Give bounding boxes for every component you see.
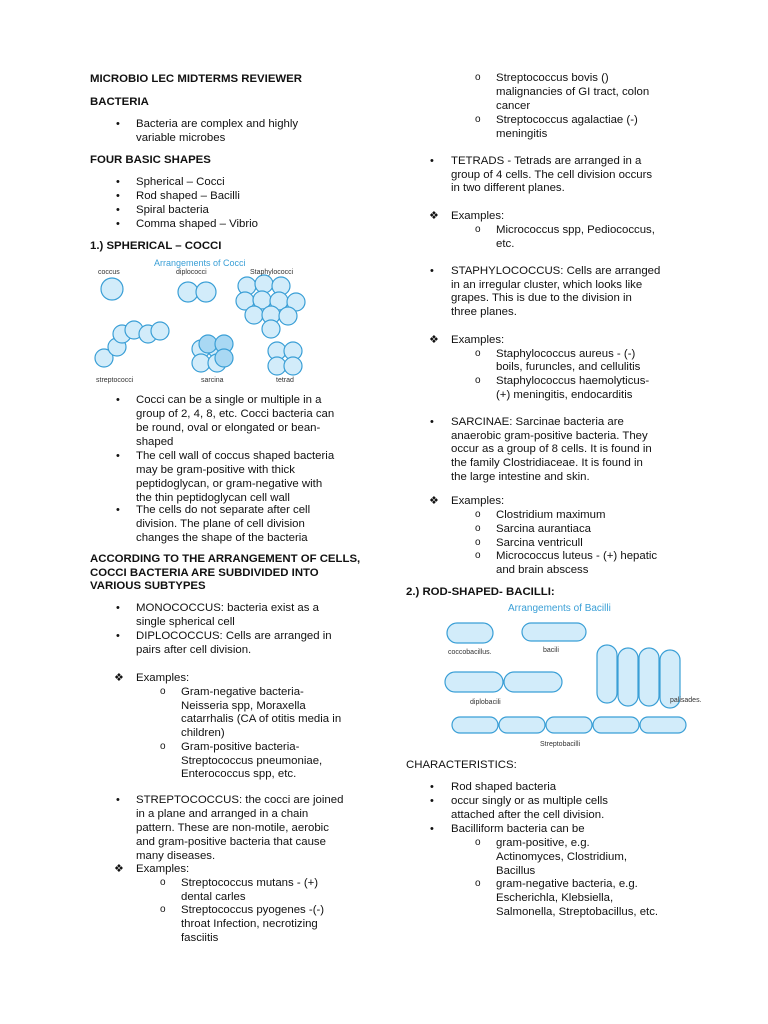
arrangement-heading: COCCI BACTERIA ARE SUBDIVIDED INTO: [90, 567, 319, 579]
bacilli-heading: 2.) ROD-SHAPED- BACILLI:: [406, 586, 555, 598]
example-text: Micrococcus luteus - (+) hepatic: [496, 550, 658, 562]
bacillus-cell: [522, 623, 586, 641]
document-title: MICROBIO LEC MIDTERMS REVIEWER: [90, 73, 302, 85]
diamond-bullet-icon: ❖: [114, 672, 124, 684]
bullet-icon: •: [430, 416, 434, 428]
example-text: Staphylococcus aureus - (-): [496, 348, 636, 360]
cocci-text: group of 2, 4, 8, etc. Cocci bacteria can: [136, 408, 335, 420]
shape-item: Spherical – Cocci: [136, 176, 225, 188]
diplococcus-text: pairs after cell division.: [136, 644, 252, 656]
example-text: Streptococcus bovis (): [496, 72, 609, 84]
arrangement-heading: ACCORDING TO THE ARRANGEMENT OF CELLS,: [90, 553, 361, 565]
example-text: boils, furuncles, and cellulitis: [496, 361, 641, 373]
characteristic-sub-text: Bacillus: [496, 865, 536, 877]
bullet-icon: •: [430, 823, 434, 835]
monococcus-text: single spherical cell: [136, 616, 235, 628]
label-diplococci: diplococci: [176, 269, 207, 276]
example-text: etc.: [496, 238, 515, 250]
bullet-icon: •: [116, 630, 120, 642]
characteristic-text: occur singly or as multiple cells: [451, 795, 608, 807]
coccus-cell: [101, 278, 123, 300]
shapes-heading: FOUR BASIC SHAPES: [90, 154, 211, 166]
circle-bullet-icon: o: [475, 375, 481, 386]
diplococcus-text: DIPLOCOCCUS: Cells are arranged in: [136, 630, 332, 642]
staphylococcus-text: STAPHYLOCOCCUS: Cells are arranged: [451, 265, 661, 277]
example-text: catarrhalis (CA of otitis media in: [181, 713, 342, 725]
bullet-icon: •: [116, 504, 120, 516]
circle-bullet-icon: o: [160, 904, 166, 915]
label-streptobacilli: Streptobacilli: [540, 741, 581, 748]
cocci-text: changes the shape of the bacteria: [136, 532, 308, 544]
example-text: cancer: [496, 100, 531, 112]
label-staphylococci: Staphylococci: [250, 269, 294, 276]
bullet-icon: •: [116, 204, 120, 216]
bacteria-heading: BACTERIA: [90, 96, 149, 108]
characteristic-sub-text: Escherichla, Klebsiella,: [496, 892, 614, 904]
bullet-icon: •: [430, 155, 434, 167]
bullet-icon: •: [116, 218, 120, 230]
circle-bullet-icon: o: [160, 877, 166, 888]
characteristic-sub-text: Salmonella, Streptobacillus, etc.: [496, 906, 659, 918]
cocci-text: The cell wall of coccus shaped bacteria: [136, 450, 335, 462]
cocci-figure-title: Arrangements of Cocci: [154, 258, 246, 268]
bullet-icon: •: [116, 450, 120, 462]
example-text: malignancies of GI tract, colon: [496, 86, 650, 98]
label-coccus: coccus: [98, 269, 120, 276]
cocci-text: shaped: [136, 436, 174, 448]
tetrads-text: in two different planes.: [451, 182, 565, 194]
examples-label: Examples:: [451, 210, 505, 222]
bullet-icon: •: [116, 176, 120, 188]
cocci-text: division. The plane of cell division: [136, 518, 305, 530]
examples-label: Examples:: [136, 672, 190, 684]
example-text: Streptococcus pneumoniae,: [181, 755, 323, 767]
diamond-bullet-icon: ❖: [429, 210, 439, 222]
circle-bullet-icon: o: [475, 837, 481, 848]
examples-label: Examples:: [451, 334, 505, 346]
bacilli-arrangement-figure: [440, 600, 740, 750]
example-text: Enterococcus spp, etc.: [181, 768, 297, 780]
circle-bullet-icon: o: [475, 550, 481, 561]
label-streptococci: streptococci: [96, 377, 134, 384]
characteristic-text: Rod shaped bacteria: [451, 781, 557, 793]
example-text: throat Infection, necrotizing: [181, 918, 318, 930]
circle-bullet-icon: o: [475, 114, 481, 125]
cocci-text: may be gram-positive with thick: [136, 464, 295, 476]
label-tetrad: tetrad: [276, 377, 294, 384]
example-text: and brain abscess: [496, 564, 589, 576]
label-bacili: bacili: [543, 647, 559, 654]
cocci-text: Cocci can be a single or multiple in a: [136, 394, 322, 406]
sarcinae-text: the large intestine and skin.: [451, 471, 590, 483]
example-text: (+) meningitis, endocarditis: [496, 389, 633, 401]
characteristic-text: Bacilliform bacteria can be: [451, 823, 585, 835]
examples-label: Examples:: [136, 863, 190, 875]
bullet-icon: •: [116, 794, 120, 806]
circle-bullet-icon: o: [475, 523, 481, 534]
characteristic-sub-text: Actinomyces, Clostridium,: [496, 851, 628, 863]
bacteria-text-2: variable microbes: [136, 132, 226, 144]
characteristic-sub-text: gram-positive, e.g.: [496, 837, 590, 849]
sarcinae-text: the family Clostridiaceae. It is found in: [451, 457, 643, 469]
cocci-heading: 1.) SPHERICAL – COCCI: [90, 240, 222, 252]
sarcinae-text: anaerobic gram-positive bacteria. They: [451, 430, 648, 442]
bullet-icon: •: [116, 190, 120, 202]
sarcinae-text: occur as a group of 8 cells. It is found in: [451, 443, 652, 455]
staphylococcus-text: in an irregular cluster, which looks like: [451, 279, 643, 291]
coccobacillus-cell: [447, 623, 493, 643]
example-text: Clostridium maximum: [496, 509, 606, 521]
tetrads-text: group of 4 cells. The cell division occurs: [451, 169, 653, 181]
bullet-icon: •: [430, 265, 434, 277]
circle-bullet-icon: o: [160, 686, 166, 697]
arrangement-heading: VARIOUS SUBTYPES: [90, 580, 206, 592]
bullet-icon: •: [430, 795, 434, 807]
circle-bullet-icon: o: [160, 741, 166, 752]
characteristics-label: CHARACTERISTICS:: [406, 759, 517, 771]
diamond-bullet-icon: ❖: [429, 495, 439, 507]
example-text: Streptococcus mutans - (+): [181, 877, 319, 889]
staphylococcus-text: three planes.: [451, 306, 517, 318]
characteristic-sub-text: gram-negative bacteria, e.g.: [496, 878, 638, 890]
bullet-icon: •: [430, 781, 434, 793]
example-text: Staphylococcus haemolyticus-: [496, 375, 650, 387]
diamond-bullet-icon: ❖: [429, 334, 439, 346]
tetrads-text: TETRADS - Tetrads are arranged in a: [451, 155, 642, 167]
shape-item: Spiral bacteria: [136, 204, 209, 216]
diplococci-cell: [178, 282, 198, 302]
label-sarcina: sarcina: [201, 377, 224, 384]
example-text: Gram-negative bacteria-: [181, 686, 304, 698]
label-palisades: palisades.: [670, 697, 702, 704]
examples-label: Examples:: [451, 495, 505, 507]
bullet-icon: •: [116, 118, 120, 130]
example-text: Micrococcus spp, Pediococcus,: [496, 224, 655, 236]
circle-bullet-icon: o: [475, 509, 481, 520]
label-coccobacillus: coccobacillus.: [448, 649, 492, 656]
bacteria-text-1: Bacteria are complex and highly: [136, 118, 299, 130]
example-text: Sarcina aurantiaca: [496, 523, 591, 535]
streptococcus-text: many diseases.: [136, 850, 216, 862]
shape-item: Comma shaped – Vibrio: [136, 218, 258, 230]
bullet-icon: •: [116, 602, 120, 614]
shape-item: Rod shaped – Bacilli: [136, 190, 240, 202]
monococcus-text: MONOCOCCUS: bacteria exist as a: [136, 602, 319, 614]
example-text: fasciitis: [181, 932, 219, 944]
example-text: Neisseria spp, Moraxella: [181, 700, 306, 712]
characteristic-text: attached after the cell division.: [451, 809, 605, 821]
cocci-text: the thin peptidoglycan cell wall: [136, 492, 290, 504]
circle-bullet-icon: o: [475, 72, 481, 83]
diplobacilli-cell: [504, 672, 562, 692]
bullet-icon: •: [116, 394, 120, 406]
example-text: children): [181, 727, 225, 739]
example-text: meningitis: [496, 128, 548, 140]
diamond-bullet-icon: ❖: [114, 863, 124, 875]
staphylococcus-text: grapes. This is due to the division in: [451, 292, 632, 304]
cocci-text: peptidoglycan, or gram-negative with: [136, 478, 323, 490]
streptococcus-text: in a plane and arranged in a chain: [136, 808, 309, 820]
circle-bullet-icon: o: [475, 348, 481, 359]
diplococci-cell: [196, 282, 216, 302]
example-text: Streptococcus agalactiae (-): [496, 114, 638, 126]
cocci-arrangement-figure: [84, 256, 326, 384]
streptococcus-text: STREPTOCOCCUS: the cocci are joined: [136, 794, 344, 806]
cocci-text: be round, oval or elongated or bean-: [136, 422, 321, 434]
circle-bullet-icon: o: [475, 224, 481, 235]
diplobacilli-cell: [445, 672, 503, 692]
example-text: dental carles: [181, 891, 246, 903]
streptococcus-text: pattern. These are non-motile, aerobic: [136, 822, 329, 834]
cocci-text: The cells do not separate after cell: [136, 504, 311, 516]
label-diplobacili: diplobacili: [470, 699, 501, 706]
circle-bullet-icon: o: [475, 878, 481, 889]
streptococcus-text: and gram-positive bacteria that cause: [136, 836, 326, 848]
sarcinae-text: SARCINAE: Sarcinae bacteria are: [451, 416, 624, 428]
example-text: Gram-positive bacteria-: [181, 741, 300, 753]
bacilli-figure-title: Arrangements of Bacilli: [508, 603, 611, 614]
example-text: Sarcina ventricull: [496, 537, 583, 549]
circle-bullet-icon: o: [475, 537, 481, 548]
example-text: Streptococcus pyogenes -(-): [181, 904, 325, 916]
